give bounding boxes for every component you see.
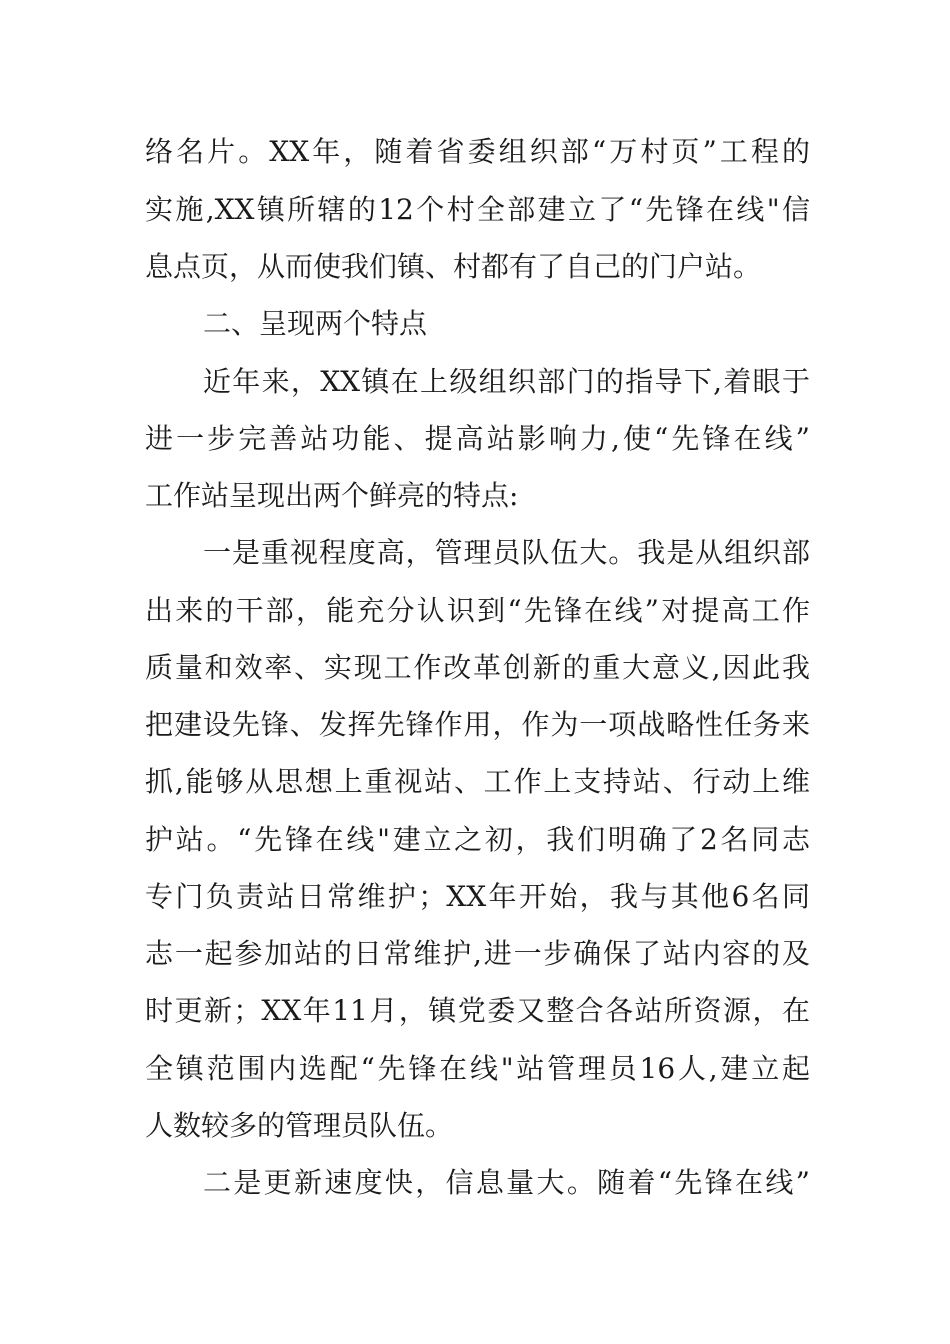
body-text-line: 抓,能够从思想上重视站、工作上支持站、行动上维 bbox=[145, 765, 810, 798]
body-text-line: 近年来，XX镇在上级组织部门的指导下,着眼于 bbox=[203, 365, 810, 398]
body-text-line: 全镇范围内选配“先锋在线"站管理员16人,建立起 bbox=[145, 1052, 810, 1085]
body-text-line: 志一起参加站的日常维护,进一步确保了站内容的及 bbox=[145, 937, 810, 970]
section-heading: 二、呈现两个特点 bbox=[203, 307, 428, 340]
body-text-line: 二是更新速度快，信息量大。随着“先锋在线” bbox=[203, 1166, 810, 1199]
body-text-line: 把建设先锋、发挥先锋作用，作为一项战略性任务来 bbox=[145, 708, 810, 741]
body-text-line: 一是重视程度高，管理员队伍大。我是从组织部 bbox=[203, 536, 810, 569]
body-text-line: 络名片。XX年，随着省委组织部“万村页”工程的 bbox=[145, 135, 810, 168]
body-text-line: 进一步完善站功能、提高站影响力,使“先锋在线” bbox=[145, 422, 810, 455]
body-text-line: 工作站呈现出两个鲜亮的特点: bbox=[145, 479, 519, 512]
body-text-line: 出来的干部，能充分认识到“先锋在线”对提高工作 bbox=[145, 594, 810, 627]
body-text-line: 实施,XX镇所辖的12个村全部建立了“先锋在线"信 bbox=[145, 193, 810, 226]
body-text-line: 专门负责站日常维护；XX年开始，我与其他6名同 bbox=[145, 880, 810, 913]
body-text-line: 质量和效率、实现工作改革创新的重大意义,因此我 bbox=[145, 651, 810, 684]
body-text-line: 人数较多的管理员队伍。 bbox=[145, 1109, 454, 1142]
body-text-line: 护站。“先锋在线"建立之初，我们明确了2名同志 bbox=[145, 823, 810, 856]
body-text-line: 息点页，从而使我们镇、村都有了自己的门户站。 bbox=[145, 250, 762, 283]
body-text-line: 时更新；XX年11月，镇党委又整合各站所资源，在 bbox=[145, 994, 810, 1027]
